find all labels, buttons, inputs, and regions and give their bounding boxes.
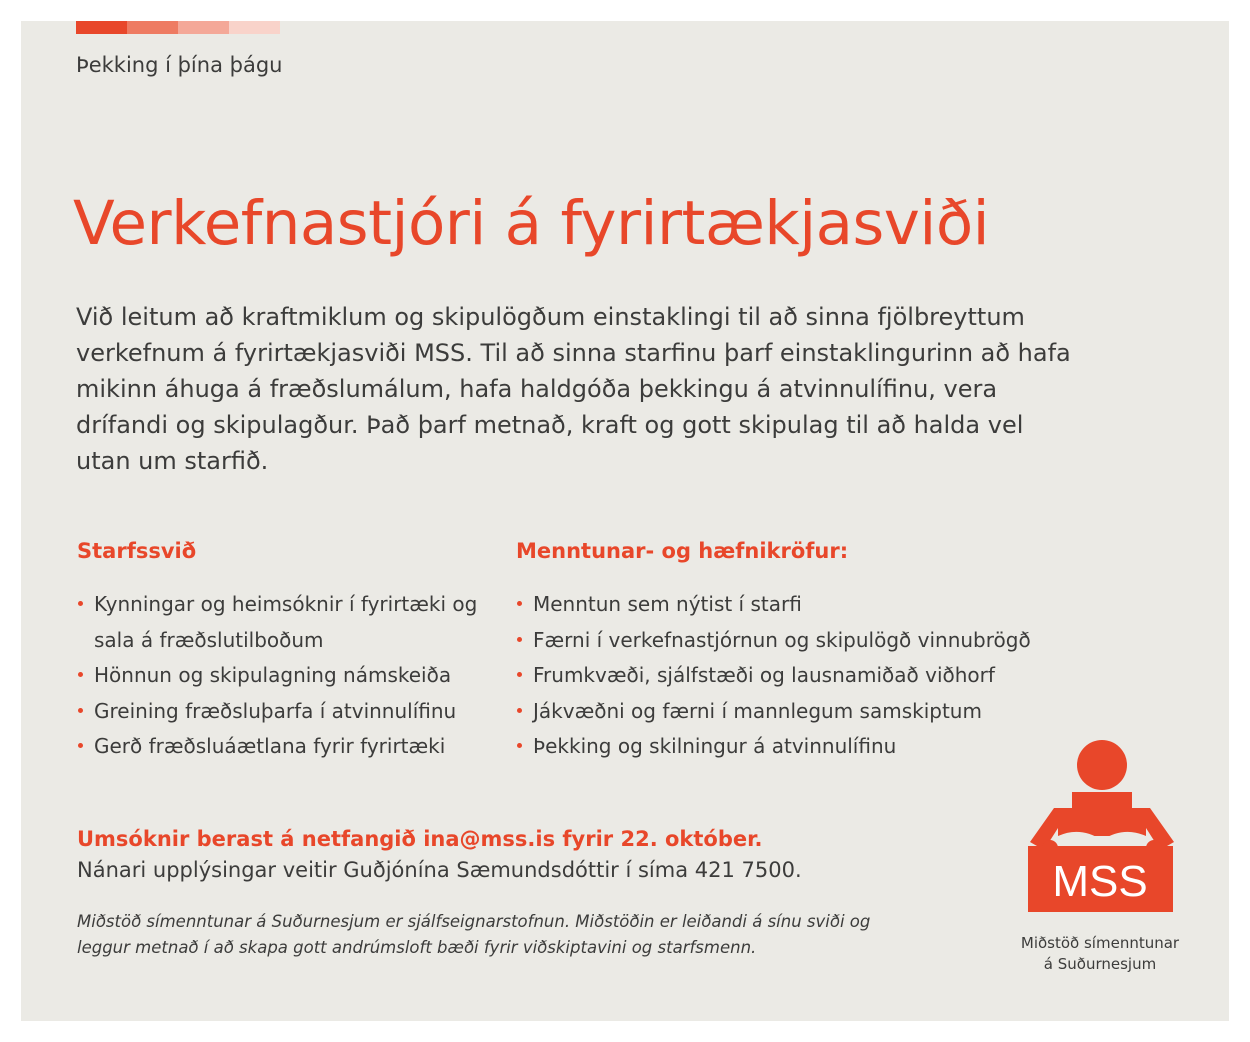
bullet-icon	[517, 743, 522, 748]
requirements-section	[516, 537, 1076, 765]
logo-caption-line-2: á Suðurnesjum	[1043, 955, 1157, 973]
duty-item: Kynningar og heimsóknir í fyrirtæki og sala á fræðslutilboðum	[77, 587, 497, 658]
duty-item: Gerð fræðsluáætlana fyrir fyrirtæki	[77, 729, 497, 765]
requirements-list	[516, 587, 1076, 765]
bullet-icon	[517, 708, 522, 713]
tagline: Þekking í þína þágu	[76, 53, 283, 77]
logo-head-shape	[1077, 740, 1127, 790]
job-title: Verkefnastjóri á fyrirtækjasviði	[73, 188, 990, 259]
bullet-icon	[78, 672, 83, 677]
strip-segment	[178, 21, 229, 34]
application-instructions: Umsóknir berast á netfangið ina@mss.is fyrir 22. október.	[77, 827, 763, 851]
logo-text: MSS	[1052, 857, 1148, 906]
contact-info: Nánari upplýsingar veitir Guðjónína Sæmundsdóttir í síma 421 7500.	[77, 858, 802, 882]
duty-item: Greining fræðsluþarfa í atvinnulífinu	[77, 694, 497, 730]
mss-logo-icon	[1028, 736, 1176, 916]
bullet-icon	[78, 601, 83, 606]
intro-paragraph: Við leitum að kraftmiklum og skipulögðum einstaklingi til að sinna fjölbreyttum verkefnum á fyrirtækjasviði MSS. Til að sinna starfinu þarf einstaklingurinn að hafa mikinn áhuga á fræðslumálum, hafa haldgóða þekkingu á atvinnulífinu, vera drífandi og skipulagður. Það þarf metnað, kraft og gott skipulag til að halda vel utan um starfið.	[76, 303, 1071, 475]
bullet-icon	[78, 708, 83, 713]
strip-segment	[229, 21, 280, 34]
strip-segment	[127, 21, 178, 34]
organization-description: Miðstöð símenntunar á Suðurnesjum er sjálfseignarstofnun. Miðstöðin er leiðandi á sínu sviði og leggur metnað í að skapa gott andrúmsloft bæði fyrir viðskiptavini og starfsmenn.	[77, 912, 871, 957]
requirement-item: Menntun sem nýtist í starfi	[516, 587, 1076, 623]
requirement-item: Jákvæðni og færni í mannlegum samskiptum	[516, 694, 1076, 730]
duty-item: Hönnun og skipulagning námskeiða	[77, 658, 497, 694]
duties-section	[77, 537, 497, 765]
bullet-icon	[517, 601, 522, 606]
job-advertisement	[21, 21, 1229, 1021]
requirement-item: Færni í verkefnastjórnun og skipulögð vinnubrögð	[516, 623, 1076, 659]
logo-caption-line-1: Miðstöð símenntunar	[1020, 934, 1180, 952]
duties-heading: Starfssvið	[77, 539, 197, 563]
requirements-heading: Menntunar- og hæfnikröfur:	[516, 539, 849, 563]
strip-segment	[76, 21, 127, 34]
logo-caption	[1011, 933, 1189, 975]
duties-list	[77, 587, 497, 765]
bullet-icon	[78, 743, 83, 748]
requirement-item: Þekking og skilningur á atvinnulífinu	[516, 729, 1076, 765]
bullet-icon	[517, 637, 522, 642]
bullet-icon	[517, 672, 522, 677]
mss-logo	[1011, 736, 1201, 996]
color-strip	[76, 21, 280, 34]
requirement-item: Frumkvæði, sjálfstæði og lausnamiðað viðhorf	[516, 658, 1076, 694]
